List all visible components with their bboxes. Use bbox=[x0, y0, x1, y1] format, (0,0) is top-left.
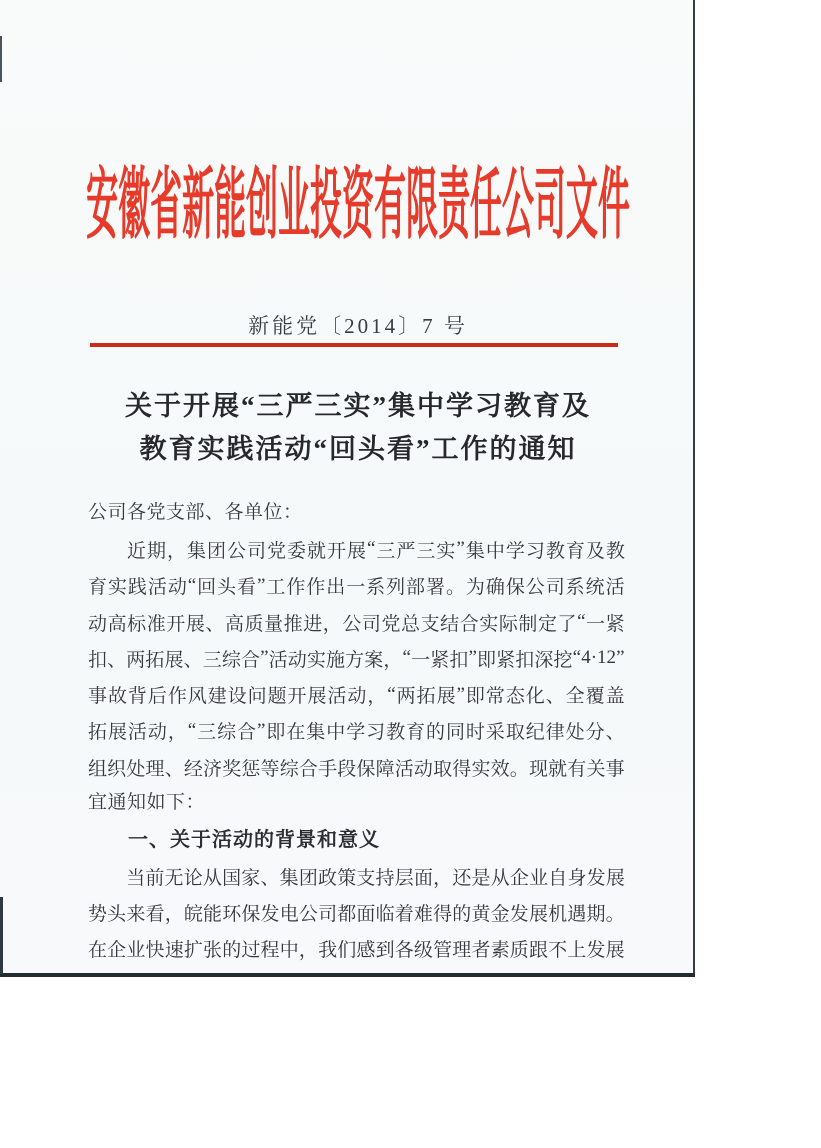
document-title-line-2: 教育实践活动“回头看”工作的通知 bbox=[139, 434, 577, 464]
document-title-line-1: 关于开展“三严三实”集中学习教育及 bbox=[125, 391, 591, 421]
company-letterhead bbox=[80, 158, 636, 252]
salutation-line: 公司各党支部、各单位： bbox=[88, 502, 303, 523]
paper-edge-bottom bbox=[0, 973, 695, 977]
letterhead-title: 安徽省新能创业投资有限责任公司文件 bbox=[86, 161, 630, 248]
scan-artifact-left-top bbox=[0, 36, 2, 82]
body-line: 宜通知如下： bbox=[88, 792, 206, 814]
body-line: 拓 展 活 动 ， “ 三 综 合 ” 即 在 集 中 学 习 教 育 的 同 时 采 取 纪 律 处 分 、 bbox=[88, 719, 625, 744]
document-number: 新能党〔2014〕7 号 bbox=[248, 314, 468, 338]
document-body bbox=[88, 495, 625, 967]
body-line: 当 前 无 论 从 国 家 、 集 团 政 策 支 持 层 面 ， 还 是 从 企 业 自 身 发 展 bbox=[126, 867, 625, 889]
body-line: 在 企 业 快 速 扩 张 的 过 程 中 ， 我 们 感 到 各 级 管 理 者 素 质 跟 不 上 发 展 bbox=[88, 940, 625, 962]
body-line: 近 期 ， 集 团 公 司 党 委 就 开 展 “ 三 严 三 实 ” 集 中 学 习 教 育 及 教 bbox=[126, 538, 625, 562]
body-line: 育 实 践 活 动 “ 回 头 看 ” 工 作 作 出 一 系 列 部 署 。 为 确 保 公 司 系 统 活 bbox=[88, 574, 625, 599]
body-line: 扣 、 两 拓 展 、 三 综 合 ” 活 动 实 施 方 案 ， “ 一 紧 扣 ” 即 紧 扣 深 挖 “ 4·12 ” bbox=[88, 647, 625, 671]
body-line: 动 高 标 准 开 展 、 高 质 量 推 进 ， 公 司 党 总 支 结 合 实 际 制 定 了 “ 一 紧 bbox=[88, 611, 625, 635]
body-line: 事 故 背 后 作 风 建 设 问 题 开 展 活 动 ， “ 两 拓 展 ” 即 常 态 化 、 全 覆 盖 bbox=[88, 683, 625, 708]
section-heading: 一、关于活动的背景和意义 bbox=[128, 828, 380, 851]
red-separator-line bbox=[90, 343, 618, 347]
document-title bbox=[60, 385, 656, 471]
paper-edge-left-bottom bbox=[0, 897, 3, 974]
body-line: 势 头 来 看 ， 皖 能 环 保 发 电 公 司 都 面 临 着 难 得 的 黄 金 发 展 机 遇 期 。 bbox=[88, 903, 625, 925]
paper-edge-right bbox=[693, 0, 695, 975]
body-line: 组 织 处 理 、 经 济 奖 惩 等 综 合 手 段 保 障 活 动 取 得 实 效 。 现 就 有 关 事 bbox=[88, 758, 625, 780]
